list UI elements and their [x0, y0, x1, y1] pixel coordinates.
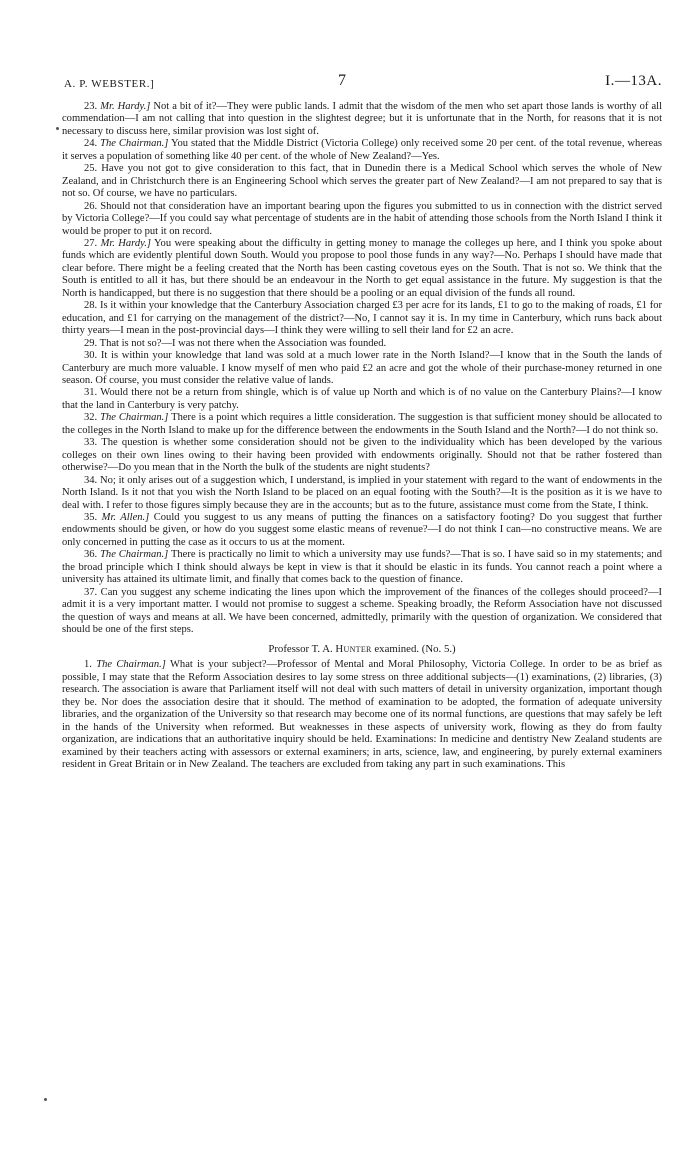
- paragraph-text: No; it only arises out of a suggestion which, I understand, is implied in your statement with regard to the want of endowments in the North Island. Is it not that you wish the North Island to be placed on an equal footing with the South?—It is the position as it is we have to deal with. I refer to those figures simply because they are in the accounts; but as to the future, assistance must come from the State, I think.: [62, 474, 662, 511]
- margin-dot-bottom: [44, 1098, 47, 1101]
- question-number: 26.: [84, 200, 98, 212]
- question-number: 35.: [84, 511, 98, 523]
- paragraph-text: That is not so?—I was not there when the Association was founded.: [99, 337, 387, 349]
- testimony-paragraph: [62, 587, 662, 637]
- testimony-paragraph: [62, 338, 662, 350]
- paragraph-text: Is it within your knowledge that the Canterbury Association charged £3 per acre for its lands, £1 to go to the making of roads, £1 for education, and £1 for carrying on the management of the district?—No, I cannot say it is. In my time in Canterbury, which runs back about thirty years—I mean in the post-provincial days—I think they were willing to sell their land for £2 an acre.: [62, 300, 663, 337]
- testimony-paragraph: [62, 163, 662, 200]
- question-number: 29.: [84, 337, 98, 349]
- testimony-paragraph: [62, 549, 662, 586]
- document-body: [62, 101, 662, 772]
- question-number: 33.: [84, 437, 98, 449]
- paragraph-text: Can you suggest any scheme indicating the lines upon which the improvement of the finances of the colleges should proceed?—I admit it is a very important matter. I would not promise to suggest a scheme. Speaking broadly, the Reform Association have not discussed the question of ways and means at all. We have been concerned, admittedly, primarily with the question of organization. We considered that should be one of the first steps.: [62, 586, 662, 636]
- question-number: 34.: [84, 474, 98, 486]
- paragraph-text: Not a bit of it?—They were public lands. I admit that the wisdom of the men who set apart those lands is worthy of all commendation—I am not calling that into question in the slightest degree; but it is unfortunate that in the North, for reasons that it is not necessary to discuss here, similar provision was lost sight of.: [62, 101, 663, 137]
- question-number: 30.: [84, 350, 98, 362]
- testimony-paragraph: [62, 201, 662, 238]
- document-page: [62, 72, 662, 772]
- speaker-label: Mr. Allen.]: [101, 511, 150, 523]
- speaker-label: The Chairman.]: [100, 412, 169, 424]
- question-number: 27.: [84, 237, 98, 249]
- testimony-paragraph: [62, 350, 662, 387]
- speaker-label: The Chairman.]: [100, 549, 169, 561]
- question-number: 36.: [84, 549, 98, 561]
- paragraph-text: You were speaking about the difficulty in getting money to manage the colleges up here, and I think you spoke about funds which are evidently plentiful down South. Would you propose to pool those funds in any way?—No. Perhaps I should have made that clear before. There might be a feeling created that the North has been casting covetous eyes on the South. That is not so. We think that the South is entitled to all it has, but there should be an endeavour in the North to get equal assistance in the future. My suggestion is that the North is handicapped, but there is no suggestion that there should be a pooling or an equal division of the funds all round.: [62, 237, 663, 299]
- paragraph-text: You stated that the Middle District (Victoria College) only received some 20 per cent. of the total revenue, whereas it serves a population of something like 40 per cent. of the whole of New Zealand?—Yes.: [62, 138, 662, 162]
- speaker-label: The Chairman.]: [96, 659, 166, 671]
- section-heading-name: Hunter: [335, 643, 372, 656]
- paragraph-text: What is your subject?—Professor of Mental and Moral Philosophy, Victoria College. In order to be as brief as possible, I may state that the Reform Association desires to lay some stress on three additional subjects—(1) examinations, (2) libraries, (3) research. The association is aware that Parliament itself will not deal with such matters of detail in university organization, important though they be. Nor does the association desire that it should. The method of examination to be adopted, the formation of adequate university libraries, and the organization of the University so that research may become one of its normal functions, are questions that may safely be left in the hands of the University when reformed. But weaknesses in these aspects of university work, flowing as they do from faulty organization, are indications that an authoritative inquiry should be held. Examinations: In medicine and dentistry New Zealand students are examined by their teachers acting with assessors or external examiners; in arts, science, law, and engineering, by purely external examiners resident in Great Britain or in New Zealand. The teachers are excluded from taking any part in such examinations. This: [62, 659, 662, 771]
- testimony-paragraph: [62, 475, 662, 512]
- question-number: 31.: [84, 387, 98, 399]
- paragraph-text: Have you not got to give consideration to this fact, that in Dunedin there is a Medical School which serves the whole of New Zealand, and in Christchurch there is an Engineering School which serves the greater part of New Zealand?—I am not prepared to say that is not so. Of course, we have no particulars.: [62, 163, 662, 200]
- page-number: 7: [338, 72, 346, 89]
- question-number: 23.: [84, 101, 98, 112]
- testimony-paragraph: [62, 437, 662, 474]
- testimony-before: [62, 101, 662, 636]
- question-number: 24.: [84, 138, 98, 150]
- paragraph-text: It is within your knowledge that land was sold at a much lower rate in the North Island?—I know that in the South the lands of Canterbury are much more valuable. I know myself of men who paid £2 an acre and got the whole of their purchase-money returned in one season. Of course, you must consider the relative value of lands.: [62, 350, 662, 386]
- testimony-paragraph: [62, 512, 662, 549]
- testimony-paragraph: [62, 412, 662, 437]
- testimony-paragraph: [62, 101, 662, 138]
- testimony-paragraph: [62, 659, 662, 771]
- testimony-paragraph: [62, 138, 662, 163]
- testimony-paragraph: [62, 387, 662, 412]
- margin-dot-top: [56, 127, 59, 130]
- witness-name-header: A. P. WEBSTER.]: [64, 78, 155, 90]
- paragraph-text: There is practically no limit to which a university may use funds?—That is so. I have said so in my statements; and the broad principle which I think should always be kept in view is that it should be elastic in its funds. You cannot reach a point where a university has attained its ultimate limit, and finally that comes back to the question of finance.: [62, 549, 663, 586]
- question-number: 32.: [84, 412, 98, 424]
- question-number: 25.: [84, 163, 98, 175]
- testimony-paragraph: [62, 238, 662, 300]
- testimony-after: [62, 659, 662, 771]
- speaker-label: Mr. Hardy.]: [100, 237, 152, 249]
- question-number: 37.: [84, 586, 98, 598]
- question-number: 28.: [84, 300, 98, 312]
- section-heading: [62, 642, 662, 656]
- running-head: [62, 72, 662, 98]
- paragraph-text: Would there not be a return from shingle, which is of value up North and which is of no value on the Canterbury Plains?—I know that the land in Canterbury is very patchy.: [62, 387, 662, 411]
- speaker-label: The Chairman.]: [100, 138, 169, 150]
- testimony-paragraph: [62, 300, 662, 337]
- speaker-label: Mr. Hardy.]: [100, 101, 151, 112]
- paragraph-text: The question is whether some consideration should not be given to the individuality which has been developed by the various colleges on their own lines owing to their having been provided with endowments originally. Should not that be rather fostered than otherwise?—Do you mean that in the North the bulk of the students are night students?: [62, 437, 662, 474]
- section-heading-prefix: Professor T. A.: [268, 643, 333, 656]
- document-reference: I.—13A.: [605, 73, 662, 89]
- paragraph-text: There is a point which requires a little consideration. The suggestion is that sufficient money should be allocated to the colleges in the North Island to make up for the difference between the endowments in the South Island and the North?—I do not think so.: [62, 412, 663, 436]
- paragraph-text: Should not that consideration have an important bearing upon the figures you submitted to us in connection with the district served by Victoria College?—If you could say what percentage of students are in the habit of attending those schools from the North Island I think it would be proper to put it on record.: [62, 200, 662, 237]
- question-number: 1.: [84, 659, 92, 671]
- section-heading-suffix: examined. (No. 5.): [374, 643, 456, 656]
- paragraph-text: Could you suggest to us any means of putting the finances on a satisfactory footing? Do you suggest that further endowments should be given, or how do you suggest some elastic means of revenue?—I do not think I can—no constructive means. We are only concerned in putting the case as it occurs to us at the moment.: [62, 511, 662, 548]
